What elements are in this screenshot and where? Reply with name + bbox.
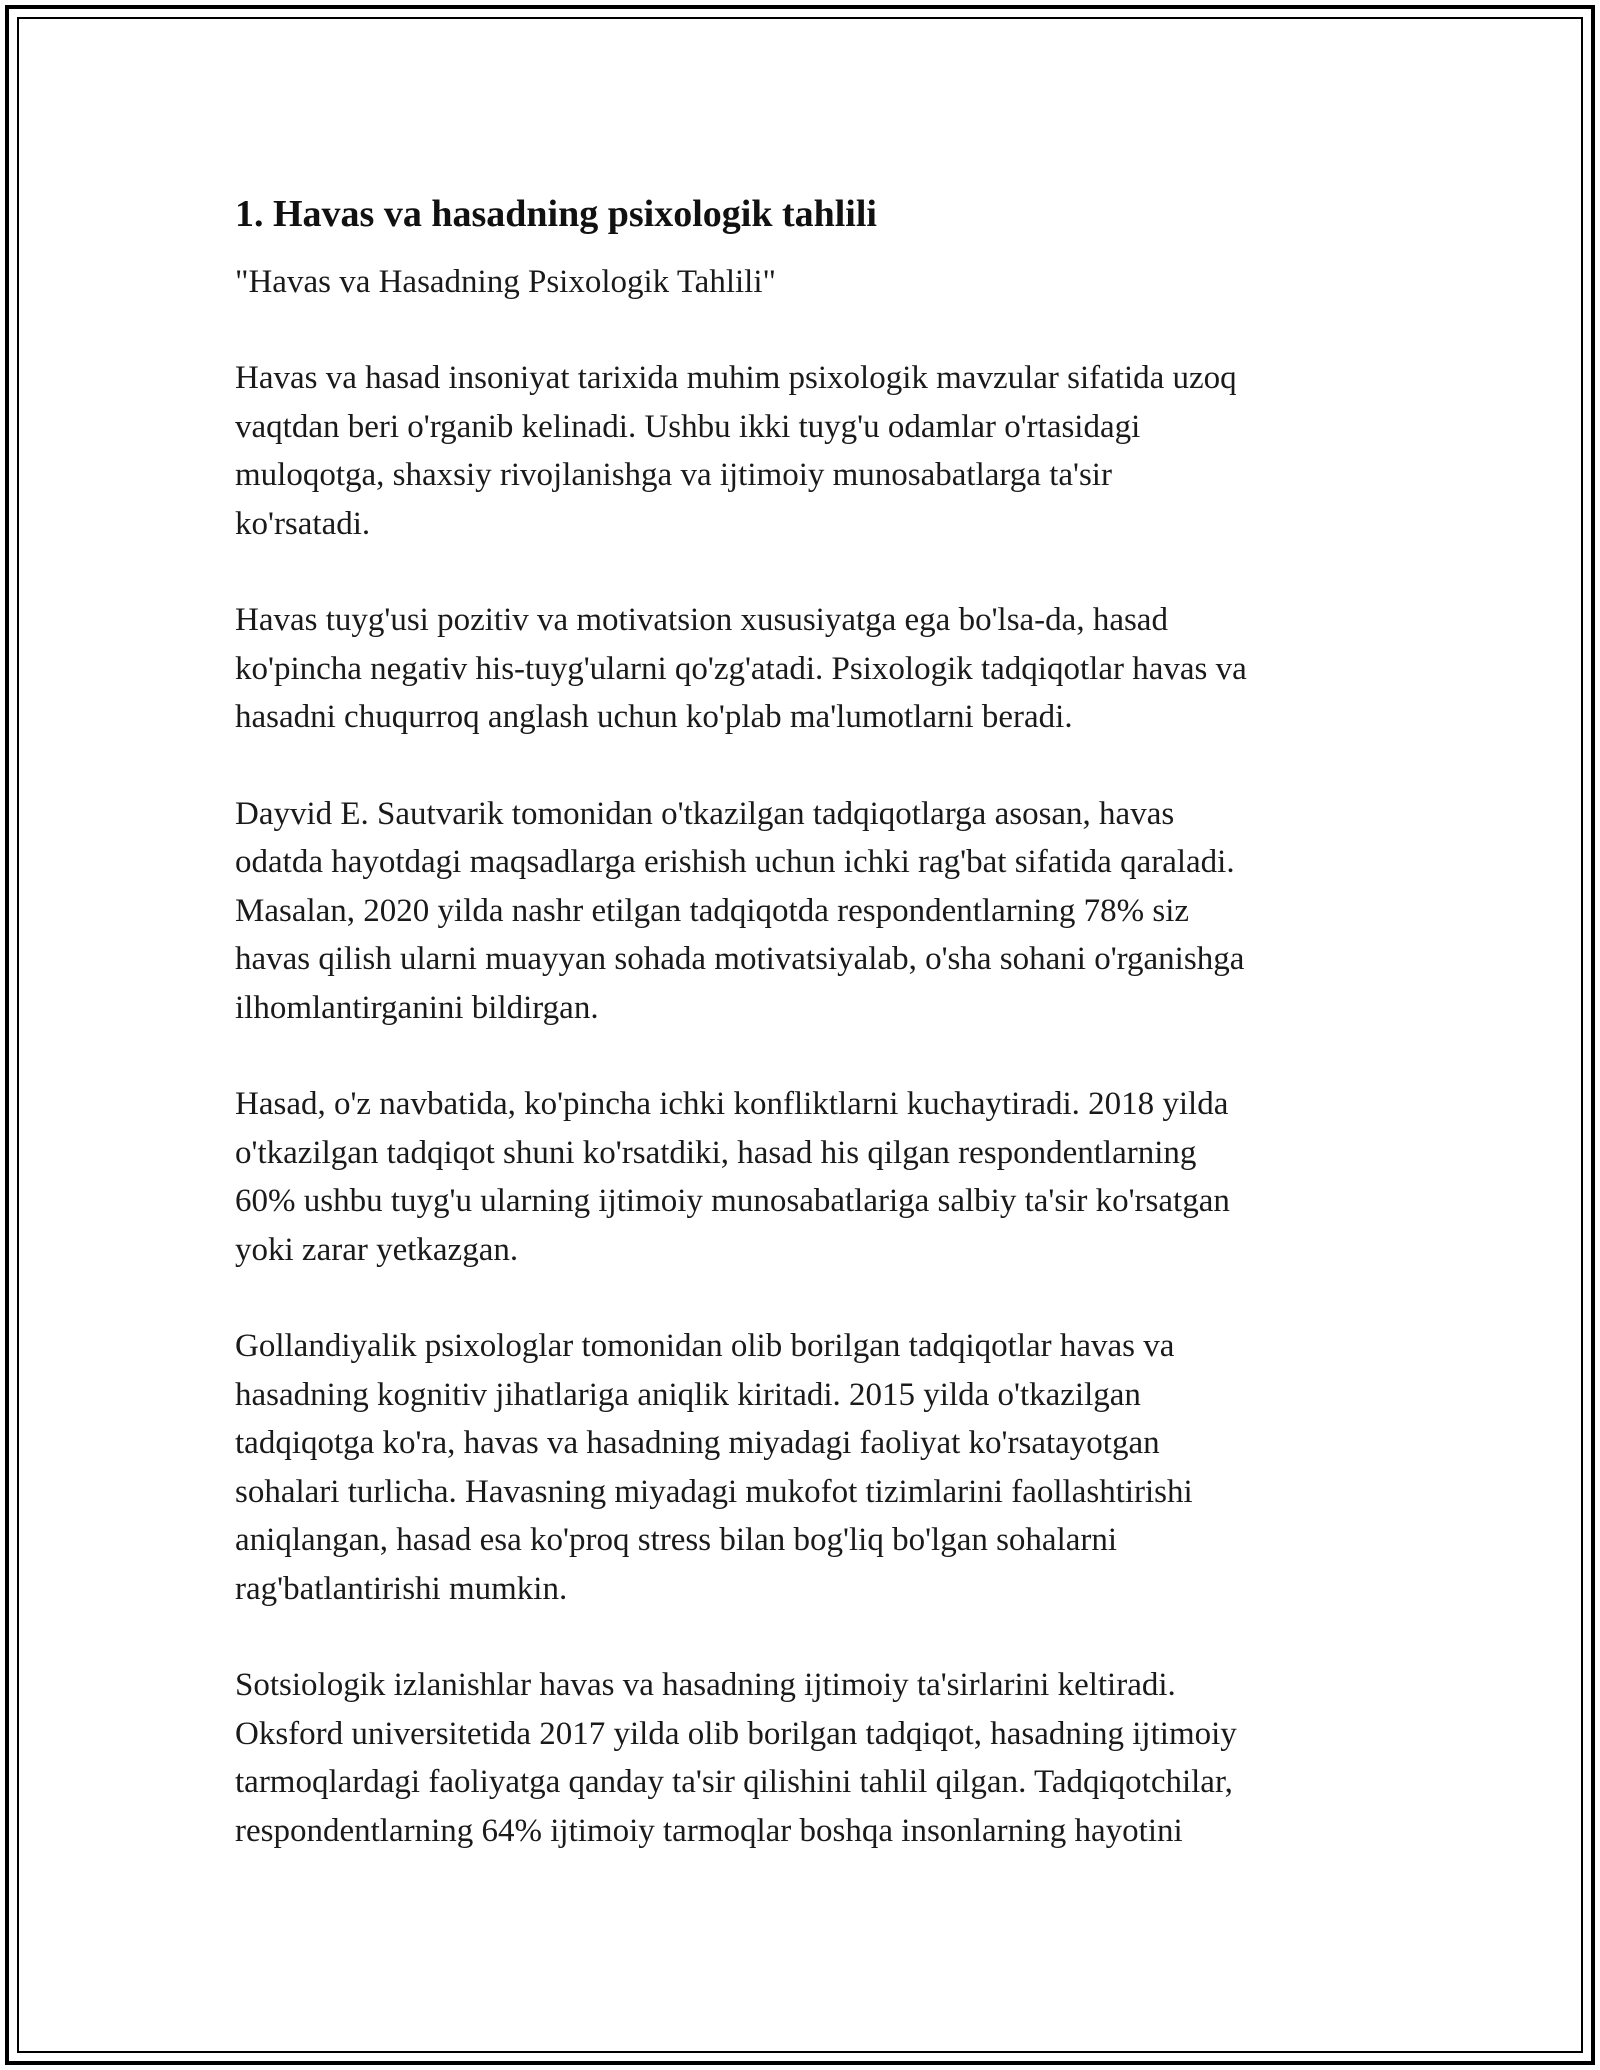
document-body [235, 184, 1385, 1855]
body-paragraph [235, 1322, 1385, 1613]
paragraph-line: aniqlangan, hasad esa ko'proq stress bilan bog'liq bo'lgan sohalarni [235, 1522, 1118, 1558]
paragraph-line: respondentlarning 64% ijtimoiy tarmoqlar boshqa insonlarning hayotini [235, 1812, 1183, 1849]
paragraph-list [235, 354, 1385, 1855]
paragraph-line: tarmoqlardagi faoliyatga qanday ta'sir qilishini tahlil qilgan. Tadqiqotchilar, [235, 1764, 1233, 1800]
paragraph-line: o'tkazilgan tadqiqot shuni ko'rsatdiki, hasad his qilgan respondentlarning [235, 1134, 1197, 1171]
paragraph-line: Havas tuyg'usi pozitiv va motivatsion xususiyatga ega bo'lsa-da, hasad [235, 602, 1168, 638]
paragraph-line: ko'rsatadi. [235, 505, 371, 542]
body-paragraph [235, 1661, 1385, 1855]
document-subtitle: "Havas va Hasadning Psixologik Tahlili" [235, 264, 776, 300]
paragraph-line: tadqiqotga ko'ra, havas va hasadning miyadagi faoliyat ko'rsatayotgan [235, 1425, 1160, 1461]
body-paragraph [235, 790, 1385, 1033]
paragraph-line: yoki zarar yetkazgan. [235, 1231, 519, 1268]
paragraph-line: Dayvid E. Sautvarik tomonidan o'tkazilgan tadqiqotlarga asosan, havas [235, 795, 1175, 832]
paragraph-line: odatda hayotdagi maqsadlarga erishish uchun ichki rag'bat sifatida qaraladi. [235, 844, 1235, 880]
body-paragraph [235, 354, 1385, 548]
paragraph-line: Oksford universitetida 2017 yilda olib borilgan tadqiqot, hasadning ijtimoiy [235, 1715, 1237, 1752]
paragraph-line: Sotsiologik izlanishlar havas va hasadning ijtimoiy ta'sirlarini keltiradi. [235, 1667, 1176, 1703]
paragraph-line: Hasad, o'z navbatida, ko'pincha ichki konfliktlarni kuchaytiradi. 2018 yilda [235, 1086, 1229, 1122]
paragraph-line: havas qilish ularni muayyan sohada motivatsiyalab, o'sha sohani o'rganishga [235, 941, 1245, 977]
section-heading: 1. Havas va hasadning psixologik tahlili [235, 193, 877, 235]
paragraph-line: ko'pincha negativ his-tuyg'ularni qo'zg'atadi. Psixologik tadqiqotlar havas va [235, 650, 1247, 687]
paragraph-line: rag'batlantirishi mumkin. [235, 1570, 568, 1607]
paragraph-line: muloqotga, shaxsiy rivojlanishga va ijtimoiy munosabatlarga ta'sir [235, 457, 1112, 493]
body-paragraph [235, 1080, 1385, 1274]
paragraph-line: Masalan, 2020 yilda nashr etilgan tadqiqotda respondentlarning 78% siz [235, 892, 1190, 929]
paragraph-line: hasadni chuqurroq anglash uchun ko'plab ma'lumotlarni beradi. [235, 699, 1073, 735]
paragraph-line: hasadning kognitiv jihatlariga aniqlik kiritadi. 2015 yilda o'tkazilgan [235, 1376, 1141, 1413]
paragraph-line: ilhomlantirganini bildirgan. [235, 989, 599, 1026]
paragraph-line: 60% ushbu tuyg'u ularning ijtimoiy munosabatlariga salbiy ta'sir ko'rsatgan [235, 1183, 1230, 1219]
body-paragraph [235, 596, 1385, 742]
paragraph-line: Havas va hasad insoniyat tarixida muhim psixologik mavzular sifatida uzoq [235, 360, 1237, 396]
paragraph-line: vaqtdan beri o'rganib kelinadi. Ushbu ikki tuyg'u odamlar o'rtasidagi [235, 408, 1141, 445]
paragraph-line: sohalari turlicha. Havasning miyadagi mukofot tizimlarini faollashtirishi [235, 1473, 1193, 1510]
paragraph-line: Gollandiyalik psixologlar tomonidan olib borilgan tadqiqotlar havas va [235, 1328, 1175, 1364]
